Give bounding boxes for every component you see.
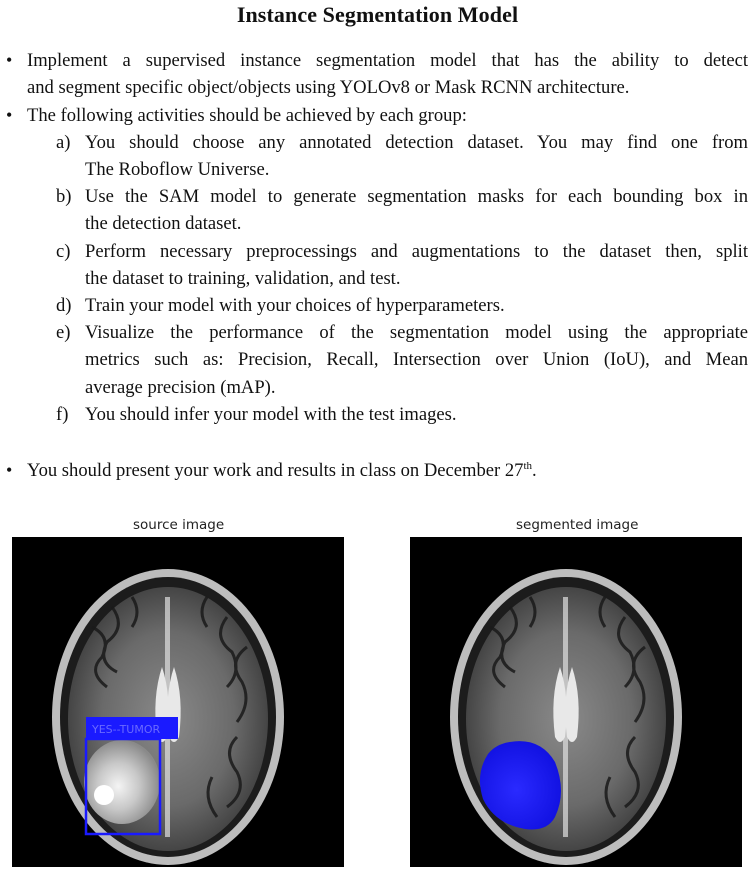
item-d-marker: d) [56, 295, 72, 316]
tumor-label-text: YES--TUMOR [92, 723, 161, 736]
item-e-line-2: metrics such as: Precision, Recall, Intersection over Union (IoU), and Mean [85, 349, 748, 370]
source-mri-image [12, 537, 344, 867]
bullet-1-line-1: Implement a supervised instance segmentation model that has the ability to detect [27, 50, 748, 71]
item-b-line-1: Use the SAM model to generate segmentation masks for each bounding box in [85, 186, 748, 207]
bullet-2-line: The following activities should be achieved by each group: [27, 105, 467, 126]
item-a-line-1: You should choose any annotated detection dataset. You may find one from [85, 132, 748, 153]
bullet-1-line-2: and segment specific object/objects using YOLOv8 or Mask RCNN architecture. [27, 77, 630, 98]
item-c-line-2: the dataset to training, validation, and test. [85, 268, 401, 289]
item-f-line-1: You should infer your model with the test images. [85, 404, 457, 425]
bullet-3-suffix: . [532, 460, 537, 481]
tumor-region [84, 740, 160, 824]
item-f-marker: f) [56, 404, 69, 425]
item-b-marker: b) [56, 186, 72, 207]
item-c-marker: c) [56, 241, 71, 262]
item-e-line-3: average precision (mAP). [85, 377, 276, 398]
item-c-line-1: Perform necessary preprocessings and augmentations to the dataset then, split [85, 241, 748, 262]
bullet-3-superscript: th [523, 459, 533, 472]
page-title: Instance Segmentation Model [236, 2, 519, 27]
bullet-icon: • [6, 105, 13, 125]
bullet-icon: • [6, 460, 13, 480]
bullet-3-line [27, 460, 537, 482]
item-e-marker: e) [56, 322, 71, 343]
bullet-icon: • [6, 50, 13, 70]
item-b-line-2: the detection dataset. [85, 213, 242, 234]
bullet-3-text: You should present your work and results in class on December 27 [27, 460, 524, 481]
item-a-line-2: The Roboflow Universe. [85, 159, 270, 180]
segmented-image-caption: segmented image [516, 517, 639, 533]
item-e-line-1: Visualize the performance of the segmentation model using the appropriate [85, 322, 748, 343]
source-image-caption: source image [133, 517, 225, 533]
item-d-line-1: Train your model with your choices of hyperparameters. [85, 295, 505, 316]
item-a-marker: a) [56, 132, 71, 153]
segmented-mri-image [410, 537, 742, 867]
